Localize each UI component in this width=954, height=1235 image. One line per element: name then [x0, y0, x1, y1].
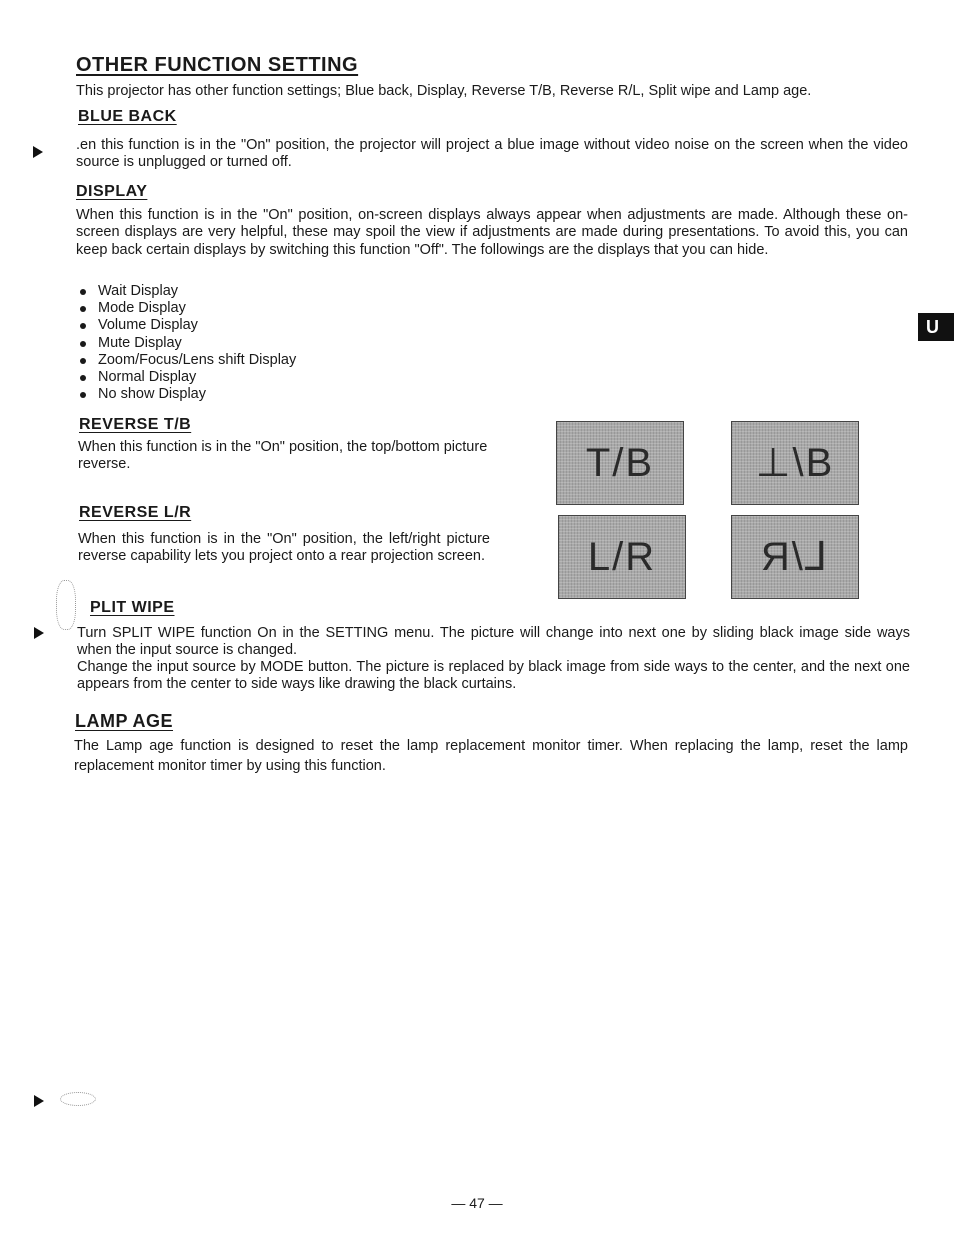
- reverse-tb-text: When this function is in the "On" position, the top/bottom picture reverse.: [78, 439, 488, 473]
- list-item: Volume Display: [78, 317, 296, 334]
- list-item: Wait Display: [78, 283, 296, 300]
- split-wipe-heading: PLIT WIPE: [90, 599, 175, 616]
- margin-arrow-icon: [34, 627, 44, 639]
- list-item: Zoom/Focus/Lens shift Display: [78, 352, 296, 369]
- hideable-displays-list: [78, 283, 296, 403]
- split-wipe-text-2: Change the input source by MODE button. The picture is replaced by black image from side ways to the center, and the next one appears from the center to side ways like drawing the black curtains.: [77, 659, 910, 693]
- lr-reversed-panel: [731, 515, 859, 599]
- panel-label: L/R: [587, 534, 657, 579]
- tb-normal-panel: [556, 421, 684, 505]
- list-item: No show Display: [78, 386, 296, 403]
- section-tab: U: [918, 313, 954, 341]
- display-heading: DISPLAY: [76, 183, 148, 200]
- intro-text: This projector has other function settings; Blue back, Display, Reverse T/B, Reverse R/L, Split wipe and Lamp age.: [76, 83, 812, 99]
- blue-back-heading: BLUE BACK: [78, 108, 177, 125]
- panel-label: Я\⅃: [760, 535, 830, 579]
- blue-back-text: .en this function is in the "On" position, the projector will project a blue image without video noise on the screen when the video source is unplugged or turned off.: [76, 137, 908, 171]
- list-item: Mute Display: [78, 335, 296, 352]
- list-item: Normal Display: [78, 369, 296, 386]
- margin-arrow-icon: [34, 1095, 44, 1107]
- panel-label: ⊥\B: [755, 441, 835, 485]
- display-text: When this function is in the "On" position, on-screen displays always appear when adjustments are made. Although these on-screen displays are very helpful, these may spoil the view if adjustments are made during presentations. To avoid this, you can keep back certain displays by switching this function "Off". The followings are the displays that you can hide.: [76, 207, 908, 258]
- lamp-age-heading: LAMP AGE: [75, 711, 174, 731]
- reverse-lr-text: When this function is in the "On" position, the left/right picture reverse capability lets you project onto a rear projection screen.: [78, 531, 490, 565]
- scan-smudge: [60, 1092, 96, 1106]
- reverse-tb-heading: REVERSE T/B: [79, 416, 192, 433]
- page-number: — 47 —: [451, 1195, 503, 1211]
- lamp-age-text: The Lamp age function is designed to reset the lamp replacement monitor timer. When replacing the lamp, reset the lamp replacement monitor timer by using this function.: [74, 738, 908, 774]
- lr-normal-panel: [558, 515, 686, 599]
- split-wipe-text-1: Turn SPLIT WIPE function On in the SETTING menu. The picture will change into next one by sliding black image side ways when the input source is changed.: [77, 625, 910, 659]
- tb-reversed-panel: [731, 421, 859, 505]
- margin-arrow-icon: [33, 146, 43, 158]
- panel-label: T/B: [585, 440, 655, 485]
- list-item: Mode Display: [78, 300, 296, 317]
- page-title: OTHER FUNCTION SETTING: [76, 54, 359, 76]
- reverse-lr-heading: REVERSE L/R: [79, 504, 192, 521]
- scan-smudge: [56, 580, 76, 630]
